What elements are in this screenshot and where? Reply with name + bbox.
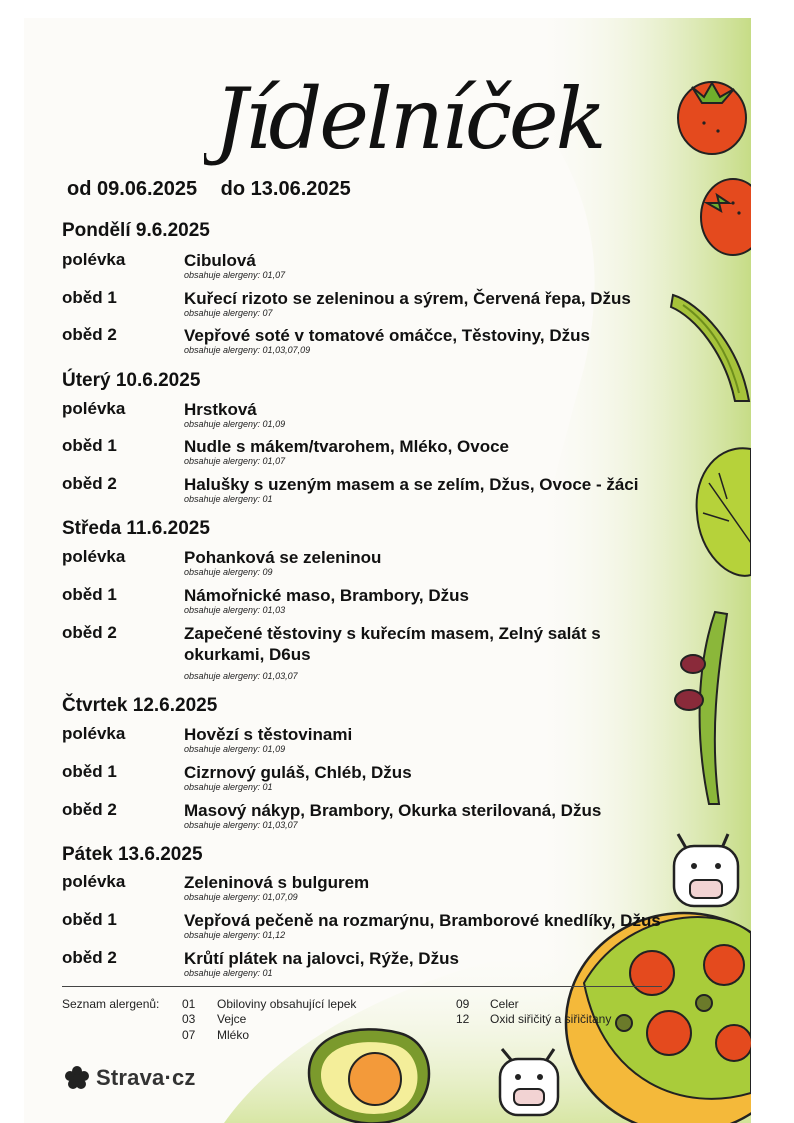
allergens-note: obsahuje alergeny: 01,09 (184, 744, 286, 754)
lettuce-leaf-icon (689, 443, 751, 583)
dish-name: Vepřová pečeně na rozmarýnu, Bramborové knedlíky, Džus (184, 911, 661, 930)
meal-type: polévka (62, 872, 126, 891)
dish-name: Hovězí s těstovinami (184, 725, 353, 744)
date-range (67, 178, 351, 201)
dish-name: Hrstková (184, 400, 257, 419)
allergen-name: Obiloviny obsahující lepek (217, 997, 357, 1011)
meal-type: polévka (62, 250, 126, 269)
allergen-name: Celer (490, 997, 519, 1011)
date-to-label: do (220, 178, 246, 200)
meal-type: oběd 2 (62, 948, 117, 967)
day-heading: Úterý 10.6.2025 (62, 370, 201, 391)
allergens-note: obsahuje alergeny: 01,03,07,09 (184, 345, 311, 355)
divider (62, 986, 662, 987)
allergen-code: 07 (182, 1028, 196, 1042)
strava-logo (64, 1065, 196, 1091)
dish-name: Krůtí plátek na jalovci, Rýže, Džus (184, 949, 459, 968)
meal-type: oběd 1 (62, 910, 117, 929)
date-to: 13.06.2025 (250, 178, 351, 200)
allergens-note: obsahuje alergeny: 01,07,09 (184, 892, 298, 902)
allergen-code: 09 (456, 997, 470, 1011)
cow-icon (494, 1043, 564, 1123)
dish-name: Halušky s uzeným masem a se zelím, Džus, Ovoce - žáci (184, 475, 639, 494)
allergen-name: Vejce (217, 1012, 247, 1026)
day-heading: Pondělí 9.6.2025 (62, 220, 210, 241)
day-heading: Čtvrtek 12.6.2025 (62, 695, 218, 716)
meal-type: oběd 2 (62, 800, 117, 819)
meal-type: oběd 1 (62, 762, 117, 781)
tomato-icon (699, 173, 751, 258)
dish-name: Masový nákyp, Brambory, Okurka sterilovaná, Džus (184, 801, 602, 820)
dish-name: Kuřecí rizoto se zeleninou a sýrem, Červená řepa, Džus (184, 289, 631, 308)
allergens-note: obsahuje alergeny: 09 (184, 567, 273, 577)
allergens-note: obsahuje alergeny: 01,03 (184, 605, 286, 615)
allergens-note: obsahuje alergeny: 01,09 (184, 419, 286, 429)
page-title (204, 40, 604, 190)
meal-type: oběd 1 (62, 585, 117, 604)
avocado-icon (299, 1023, 439, 1123)
svg-text:Jídelníček: Jídelníček (214, 70, 604, 168)
allergens-note: obsahuje alergeny: 01,07 (184, 456, 286, 466)
day-heading: Pátek 13.6.2025 (62, 844, 203, 865)
allergens-note: obsahuje alergeny: 01,03,07 (184, 671, 298, 681)
dish-name: Nudle s mákem/tvarohem, Mléko, Ovoce (184, 437, 510, 456)
dish-name: Cizrnový guláš, Chléb, Džus (184, 763, 412, 782)
allergens-note: obsahuje alergeny: 01,03,07 (184, 820, 298, 830)
allergens-note: obsahuje alergeny: 07 (184, 308, 273, 318)
brand-name: Strava·cz (96, 1065, 196, 1090)
date-from: 09.06.2025 (97, 178, 198, 200)
flower-logo-icon (64, 1065, 90, 1091)
meal-type: oběd 1 (62, 288, 117, 307)
allergens-note: obsahuje alergeny: 01 (184, 494, 273, 504)
allergen-code: 01 (182, 997, 196, 1011)
dish-name: Zeleninová s bulgurem (184, 873, 370, 892)
dish-name: Vepřové soté v tomatové omáčce, Těstoviny, Džus (184, 326, 590, 345)
date-from-label: od (67, 178, 92, 200)
allergen-name: Mléko (217, 1028, 250, 1042)
cucumber-icon (669, 283, 751, 403)
tomato-icon (674, 73, 749, 158)
allergen-code: 03 (182, 1012, 196, 1026)
allergens-note: obsahuje alergeny: 01 (184, 782, 273, 792)
allergen-list-label: Seznam alergenů: (62, 997, 160, 1011)
day-heading: Středa 11.6.2025 (62, 518, 210, 539)
dish-name: Pohanková se zeleninou (184, 548, 382, 567)
menu-page (24, 18, 751, 1123)
meal-type: polévka (62, 547, 126, 566)
allergen-name: Oxid siřičitý a siřičitany (490, 1012, 612, 1026)
meal-type: oběd 2 (62, 474, 117, 493)
allergen-code: 12 (456, 1012, 470, 1026)
allergens-note: obsahuje alergeny: 01,12 (184, 930, 286, 940)
meal-type: oběd 2 (62, 623, 117, 642)
meal-type: oběd 1 (62, 436, 117, 455)
meal-type: polévka (62, 724, 126, 743)
meal-type: polévka (62, 399, 126, 418)
dish-name: Zapečené těstoviny s kuřecím masem, Zelný salát s okurkami, D6us (184, 624, 601, 664)
dish-name: Cibulová (184, 251, 256, 270)
dish-name: Námořnické maso, Brambory, Džus (184, 586, 469, 605)
allergens-note: obsahuje alergeny: 01,07 (184, 270, 286, 280)
meal-type: oběd 2 (62, 325, 117, 344)
allergens-note: obsahuje alergeny: 01 (184, 968, 273, 978)
